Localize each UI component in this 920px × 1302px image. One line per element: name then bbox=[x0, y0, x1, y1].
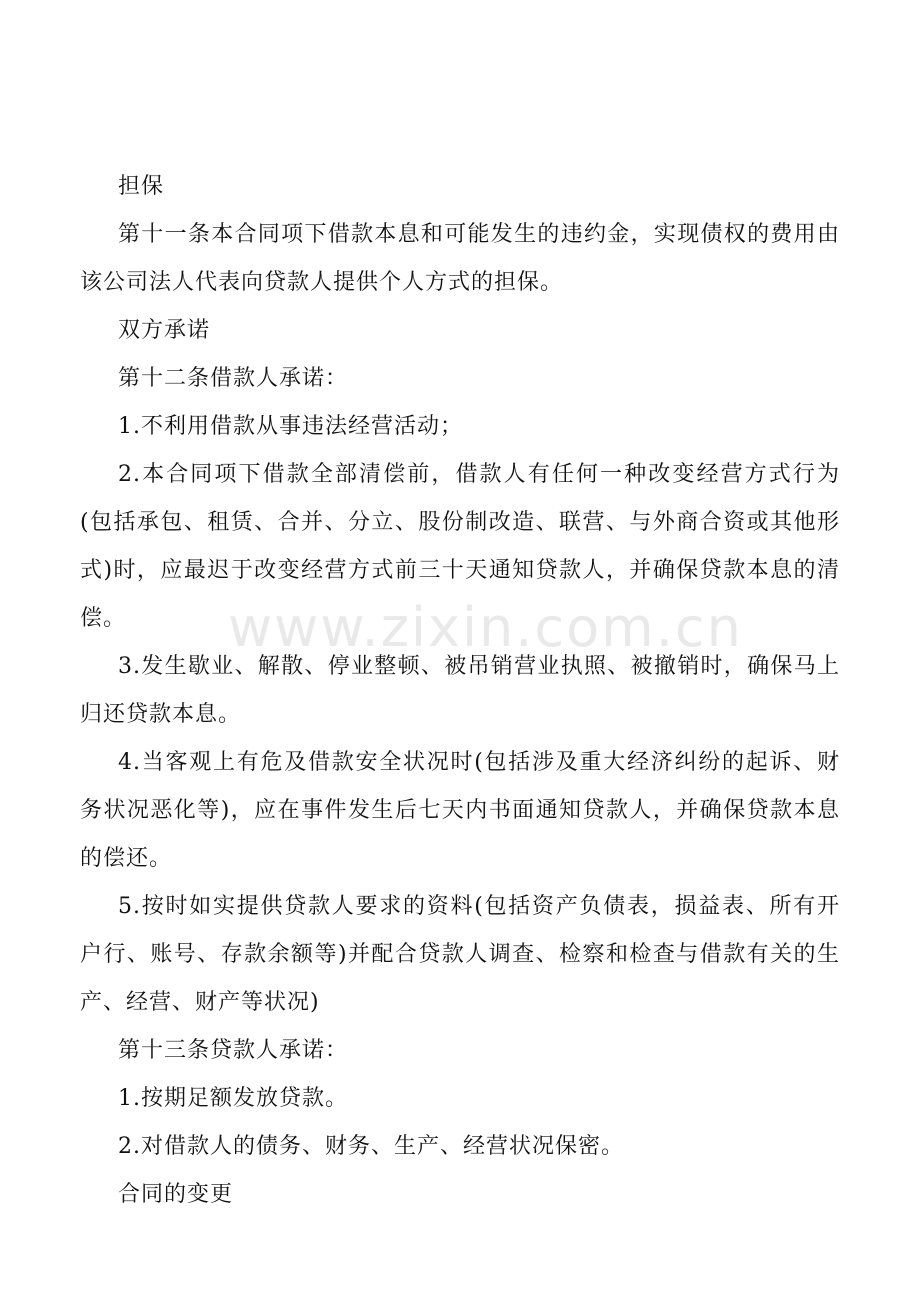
clause-13-item-2: 2.对借款人的债务、财务、生产、经营状况保密。 bbox=[118, 1134, 624, 1159]
clause-12-item-1: 1.不利用借款从事违法经营活动； bbox=[118, 414, 463, 439]
section-heading-guarantee: 担保 bbox=[118, 174, 165, 199]
section-heading-commitments: 双方承诺 bbox=[118, 318, 211, 343]
clause-13-title: 第十三条贷款人承诺： bbox=[118, 1038, 349, 1063]
clause-12-item-3: 3.发生歇业、解散、停业整顿、被吊销营业执照、被撤销时，确保马上归还贷款本息。 bbox=[80, 654, 840, 727]
clause-12-item-2: 2.本合同项下借款全部清偿前，借款人有任何一种改变经营方式行为(包括承包、租赁、合并、分立、股份制改造、联营、与外商合资或其他形式)时，应最迟于改变经营方式前三十天通知贷款人，并确保贷款本息的清偿。 bbox=[80, 462, 840, 631]
watermark: www.zixin.com.cn bbox=[228, 596, 743, 659]
clause-12-item-5: 5.按时如实提供贷款人要求的资料(包括资产负债表，损益表、所有开户行、账号、存款余额等)并配合贷款人调查、检察和检查与借款有关的生产、经营、财产等状况) bbox=[80, 894, 840, 1015]
section-heading-contract-change: 合同的变更 bbox=[118, 1182, 234, 1207]
clause-13-item-1: 1.按期足额发放贷款。 bbox=[118, 1086, 348, 1111]
document-body bbox=[80, 163, 840, 1219]
clause-11: 第十一条本合同项下借款本息和可能发生的违约金，实现债权的费用由该公司法人代表向贷款人提供个人方式的担保。 bbox=[80, 222, 840, 295]
clause-12-item-4: 4.当客观上有危及借款安全状况时(包括涉及重大经济纠纷的起诉、财务状况恶化等)，应在事件发生后七天内书面通知贷款人，并确保贷款本息的偿还。 bbox=[80, 750, 840, 871]
clause-12-title: 第十二条借款人承诺： bbox=[118, 366, 349, 391]
